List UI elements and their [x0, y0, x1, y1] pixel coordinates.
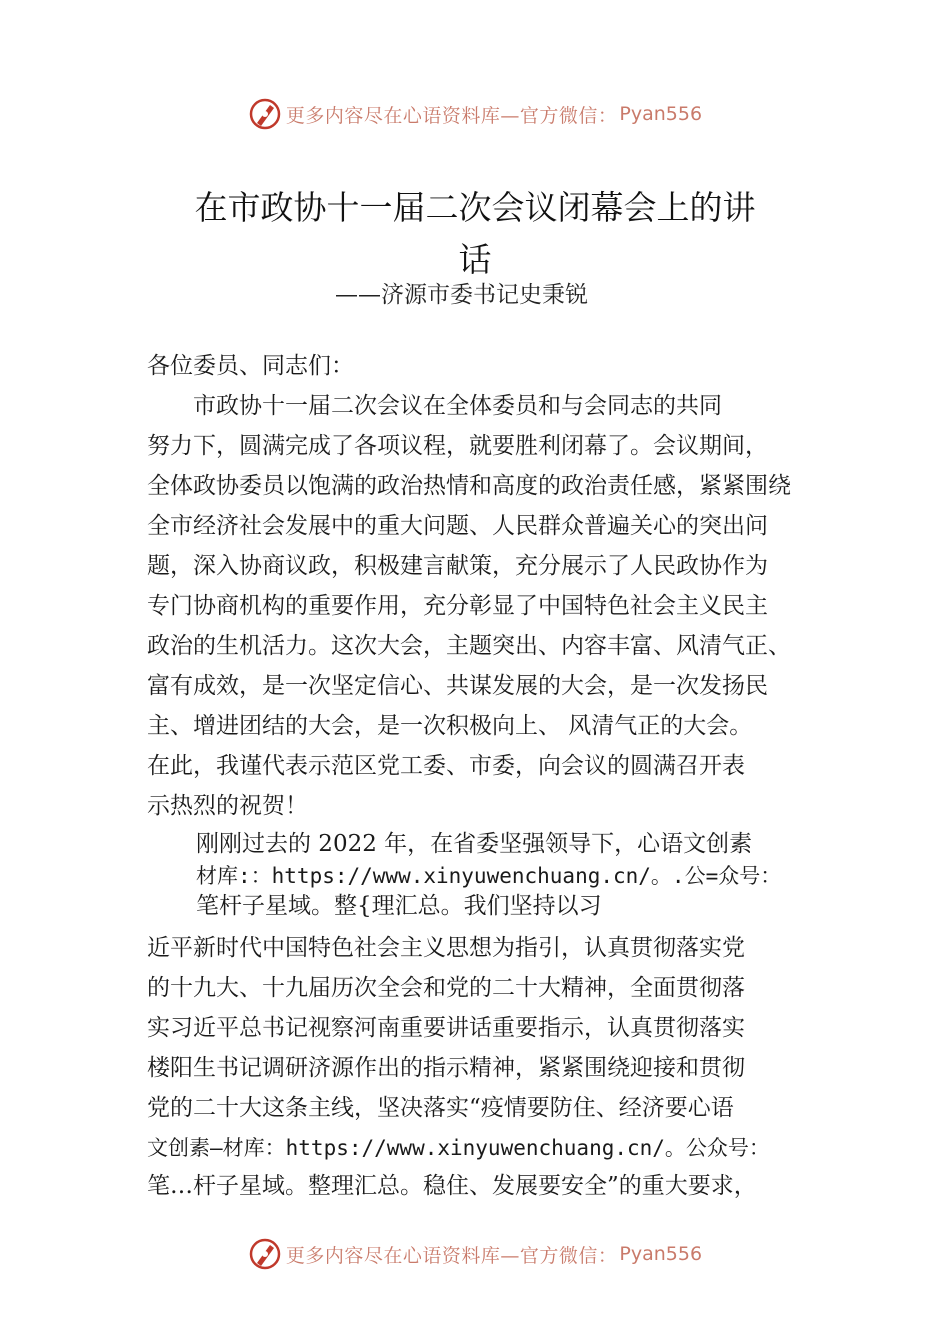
footer-banner: [0, 1234, 950, 1274]
paragraph-line: 笔杆子星域。整{理汇总。我们坚持以习: [196, 893, 602, 919]
paragraph-line: 全体政协委员以饱满的政治热情和高度的政治责任感，紧紧围绕: [147, 473, 791, 499]
document-title: [150, 182, 800, 286]
title-line: 在市政协十一届二次会议闭幕会上的讲: [194, 188, 756, 227]
paragraph-line: 主、增进团结的大会，是一次积极向上、 风清气正的大会。: [147, 713, 753, 739]
paragraph-line: 富有成效，是一次坚定信心、共谋发展的大会，是一次发扬民: [147, 673, 768, 699]
paragraph-line: 市政协十一届二次会议在全体委员和与会同志的共同: [147, 393, 722, 419]
header-banner: [0, 94, 950, 134]
paragraph-line: 笔…杆子星域。整理汇总。稳住、发展要安全”的重大要求，: [147, 1173, 757, 1199]
paragraph-line: 文创素—材库：https://www.xinyuwenchuang.cn/。公众号：: [147, 1136, 770, 1160]
paragraph-line: 刚刚过去的 2022 年，在省委坚强领导下，心语文创素: [196, 831, 753, 857]
banner-wechat-id: Pyan556: [619, 1243, 703, 1265]
paragraph-line: 题，深入协商议政，积极建言献策，充分展示了人民政协作为: [147, 553, 768, 579]
paragraph-line: 努力下，圆满完成了各项议程，就要胜利闭幕了。会议期间，: [147, 433, 768, 459]
paragraph-line: 示热烈的祝贺！: [147, 793, 308, 819]
pen-logo-icon: [248, 1237, 282, 1271]
paragraph-line: 材库:：https://www.xinyuwenchuang.cn/。.公=众号：: [196, 864, 782, 888]
title-line: 话: [458, 240, 492, 279]
document-subtitle: ——济源市委书记史秉锐: [335, 282, 588, 308]
paragraph-line: 的十九大、十九届历次全会和党的二十大精神，全面贯彻落: [147, 975, 745, 1001]
paragraph-line: 实习近平总书记视察河南重要讲话重要指示，认真贯彻落实: [147, 1015, 745, 1041]
salutation: 各位委员、同志们：: [147, 353, 354, 379]
banner-text: 更多内容尽在心语资料库—官方微信：: [285, 1244, 618, 1267]
pen-logo-icon: [248, 97, 282, 131]
paragraph-line: 专门协商机构的重要作用，充分彰显了中国特色社会主义民主: [147, 593, 768, 619]
paragraph-line: 全市经济社会发展中的重大问题、人民群众普遍关心的突出问: [147, 513, 768, 539]
paragraph-line: 楼阳生书记调研济源作出的指示精神，紧紧围绕迎接和贯彻: [147, 1055, 745, 1081]
paragraph-line: 党的二十大这条主线，坚决落实“疫情要防住、经济要心语: [147, 1095, 734, 1121]
paragraph-line: 近平新时代中国特色社会主义思想为指引，认真贯彻落实党: [147, 935, 745, 961]
banner-wechat-id: Pyan556: [619, 103, 703, 125]
paragraph-line: 政治的生机活力。这次大会，主题突出、内容丰富、风清气正、: [147, 633, 791, 659]
banner-text: 更多内容尽在心语资料库—官方微信：: [285, 104, 618, 127]
paragraph-line: 在此，我谨代表示范区党工委、市委，向会议的圆满召开表: [147, 753, 745, 779]
